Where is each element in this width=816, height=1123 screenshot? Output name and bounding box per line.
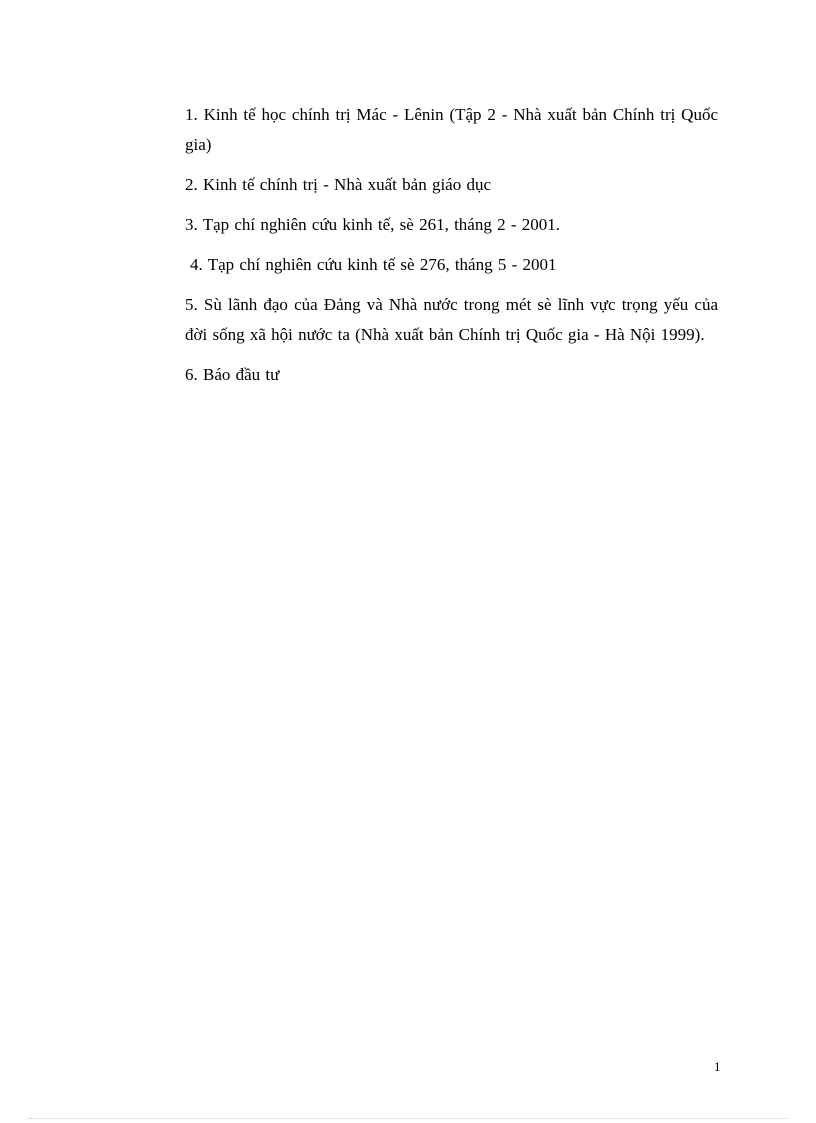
reference-item-3: 3. Tạp chí nghiên cứu kinh tế, sè 261, tháng 2 - 2001. [185, 215, 561, 234]
reference-item-1: 1. Kinh tế học chính trị Mác - Lênin (Tập 2 - Nhà xuất bản Chính trị Quốc gia) [185, 105, 718, 154]
reference-item-6: 6. Báo đầu tư [185, 365, 280, 384]
page-bottom-divider [28, 1118, 788, 1119]
reference-item-4: 4. Tạp chí nghiên cứu kinh tế sè 276, tháng 5 - 2001 [190, 255, 557, 274]
reference-list [185, 100, 718, 400]
reference-item-5: 5. Sù lãnh đạo của Đảng và Nhà nước trong mét sè lĩnh vực trọng yếu của đời sống xã hội nước ta (Nhà xuất bản Chính trị Quốc gia - Hà Nội 1999). [185, 295, 718, 344]
reference-item-2: 2. Kinh tế chính trị - Nhà xuất bản giáo dục [185, 175, 492, 194]
page-number: 1 [714, 1059, 721, 1074]
